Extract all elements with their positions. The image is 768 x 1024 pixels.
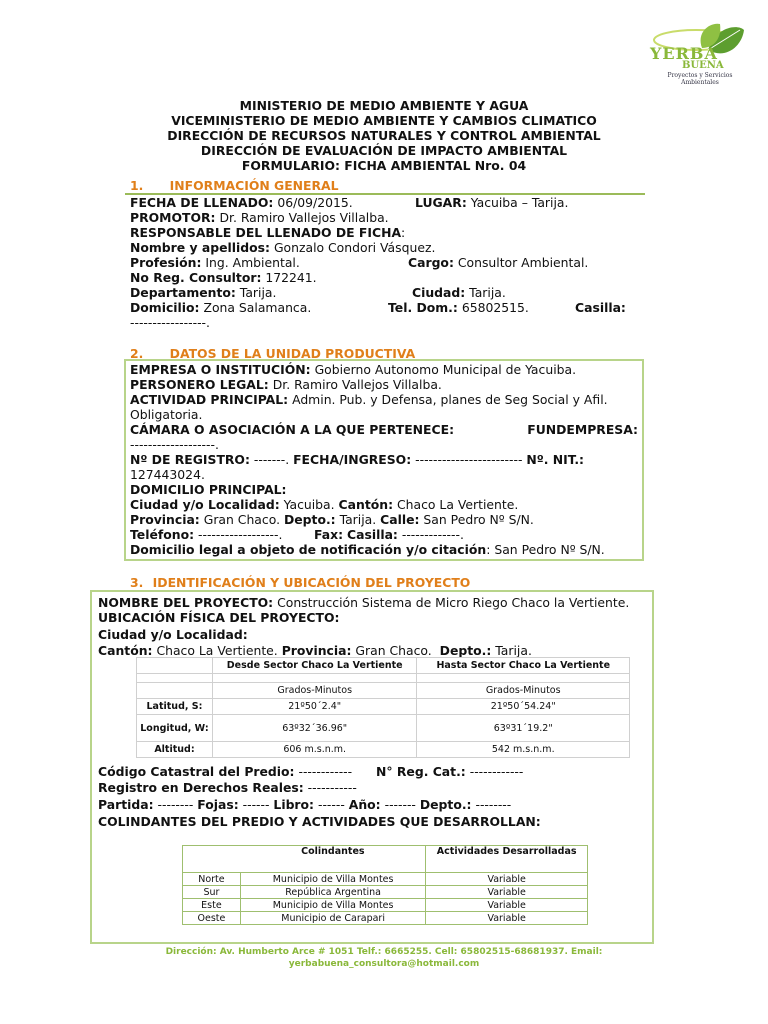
field-value: 65802515. xyxy=(461,300,529,315)
field-value: -------- xyxy=(475,797,512,812)
domicilio-row xyxy=(130,300,311,315)
field-value: Tarija. xyxy=(239,285,277,300)
partida-row xyxy=(98,797,511,812)
section-3-title xyxy=(130,575,470,590)
field-value: Zona Salamanca. xyxy=(203,300,312,315)
table-cell: Este xyxy=(183,899,241,912)
field-label: Depto.: xyxy=(283,512,336,527)
section-number: 2. xyxy=(130,346,144,361)
ubicacion-row xyxy=(98,610,339,625)
field-value: Tarija. xyxy=(495,643,532,658)
field-value: ------------ xyxy=(469,764,524,779)
field-label: RESPONSABLE DEL LLENADO DE FICHA xyxy=(130,225,402,240)
field-value: ------- xyxy=(384,797,416,812)
field-value: Tarija. xyxy=(339,512,377,527)
domprin-row xyxy=(130,482,287,497)
field-value: Chaco La Vertiente. xyxy=(156,643,278,658)
logo-subtitle: Proyectos y Servicios Ambientales xyxy=(667,72,733,86)
field-label: ACTIVIDAD PRINCIPAL: xyxy=(130,392,289,407)
field-label: Nº DE REGISTRO: xyxy=(130,452,250,467)
field-label: Departamento: xyxy=(130,285,236,300)
responsable-row xyxy=(130,225,405,240)
header-line: DIRECCIÓN DE EVALUACIÓN DE IMPACTO AMBIENTAL xyxy=(200,143,568,158)
field-label: Casilla: xyxy=(575,300,626,315)
field-label: Código Catastral del Predio: xyxy=(98,764,295,779)
table-cell xyxy=(137,683,213,699)
empresa-row xyxy=(130,362,576,377)
table-cell: Grados-Minutos xyxy=(212,683,417,699)
field-label: Ciudad y/o Localidad: xyxy=(98,627,248,642)
field-value: Tarija. xyxy=(469,285,506,300)
casilla-field xyxy=(575,300,626,315)
table-cell: Variable xyxy=(426,886,588,899)
field-label: Nº. NIT.: xyxy=(526,452,584,467)
header-line: MINISTERIO DE MEDIO AMBIENTE Y AGUA xyxy=(239,98,529,113)
field-value: -------. xyxy=(253,452,290,467)
table-cell: 63º32´36.96" xyxy=(212,715,417,742)
table-cell: Norte xyxy=(183,873,241,886)
field-label: FECHA DE LLENADO: xyxy=(130,195,274,210)
field-value: ------------------. xyxy=(198,527,283,542)
field-value: Gran Chaco. xyxy=(355,643,432,658)
section-heading: IDENTIFICACIÓN Y UBICACIÓN DEL PROYECTO xyxy=(152,575,471,590)
proyecto-row xyxy=(98,595,629,610)
field-label: LUGAR: xyxy=(415,195,467,210)
section-number: 1. xyxy=(130,178,144,193)
field-label: Cantón: xyxy=(98,643,153,658)
table-row xyxy=(137,742,630,758)
footer-address: Dirección: Av. Humberto Arce # 1051 Telf.: 6665255. Cell: 65802515-68681937. Email: xyxy=(165,947,603,957)
field-value: ----------- xyxy=(307,780,357,795)
table-row xyxy=(183,899,588,912)
table-cell: Variable xyxy=(426,899,588,912)
personero-row xyxy=(130,377,442,392)
page-footer xyxy=(130,946,638,970)
table-cell: Oeste xyxy=(183,912,241,925)
field-label: Partida: xyxy=(98,797,154,812)
noreg-row xyxy=(130,270,317,285)
field-value: Admin. Pub. y Defensa, planes de Seg Social y Afil. xyxy=(292,392,608,407)
row-label: Latitud, S: xyxy=(137,699,213,715)
table-cell: 606 m.s.n.m. xyxy=(212,742,417,758)
logo-text-primary: YERBA xyxy=(650,44,718,63)
table-header-cell: Hasta Sector Chaco La Vertiente xyxy=(417,658,630,674)
field-label: N° Reg. Cat.: xyxy=(376,764,466,779)
field-colon: : xyxy=(401,225,406,240)
field-value: Dr. Ramiro Vallejos Villalba. xyxy=(272,377,442,392)
field-label: Nombre y apellidos: xyxy=(130,240,270,255)
field-label: Provincia: xyxy=(281,643,352,658)
field-value: FUNDEMPRESA: xyxy=(527,422,638,437)
table-row xyxy=(183,912,588,925)
table-row xyxy=(137,683,630,699)
table-header-cell: Actividades Desarrolladas xyxy=(426,846,588,873)
table-row xyxy=(137,715,630,742)
field-value: 06/09/2015. xyxy=(277,195,353,210)
table-cell: República Argentina xyxy=(240,886,425,899)
camara-value-row xyxy=(130,437,219,452)
departamento-row xyxy=(130,285,276,300)
table-cell: Municipio de Carapari xyxy=(240,912,425,925)
field-value: San Pedro Nº S/N. xyxy=(423,512,534,527)
field-value: 127443024. xyxy=(130,467,205,482)
field-label: Profesión: xyxy=(130,255,202,270)
lugar-field xyxy=(415,195,568,210)
promotor-row xyxy=(130,210,389,225)
ciudad-localidad-row xyxy=(130,497,518,512)
field-label: Ciudad: xyxy=(412,285,466,300)
camara-row xyxy=(130,422,638,437)
table-row xyxy=(183,886,588,899)
field-value: Yacuiba. xyxy=(283,497,335,512)
table-cell xyxy=(417,674,630,683)
section-number: 3. xyxy=(130,575,144,590)
table-cell xyxy=(183,846,241,873)
table-cell xyxy=(212,674,417,683)
colindantes-table xyxy=(182,845,588,925)
field-label: Registro en Derechos Reales: xyxy=(98,780,304,795)
field-label: No Reg. Consultor: xyxy=(130,270,262,285)
field-label: Depto.: xyxy=(439,643,492,658)
telefono-row xyxy=(130,527,282,542)
field-label: FECHA/INGRESO: xyxy=(293,452,412,467)
field-value: : San Pedro Nº S/N. xyxy=(486,542,605,557)
field-value: Dr. Ramiro Vallejos Villalba. xyxy=(219,210,389,225)
field-label: Libro: xyxy=(273,797,315,812)
nombre-row xyxy=(130,240,435,255)
field-label: Calle: xyxy=(380,512,420,527)
field-label: Provincia: xyxy=(130,512,200,527)
field-label: Fojas: xyxy=(197,797,239,812)
field-label: UBICACIÓN FÍSICA DEL PROYECTO: xyxy=(98,610,340,625)
field-value: Consultor Ambiental. xyxy=(457,255,589,270)
header-line: FORMULARIO: FICHA AMBIENTAL Nro. 04 xyxy=(241,158,527,173)
table-header-row xyxy=(137,658,630,674)
field-value: Yacuiba – Tarija. xyxy=(470,195,569,210)
field-value: Gonzalo Condori Vásquez. xyxy=(273,240,436,255)
field-value: Ing. Ambiental. xyxy=(205,255,300,270)
section-1-title xyxy=(130,178,339,193)
field-label: Ciudad y/o Localidad: xyxy=(130,497,280,512)
coordinates-table xyxy=(136,657,630,758)
field-value: -------------. xyxy=(401,527,464,542)
domicilio-legal-row xyxy=(130,542,605,557)
table-cell xyxy=(137,658,213,674)
table-cell: 21º50´2.4" xyxy=(212,699,417,715)
field-value: -------------------. xyxy=(130,437,219,452)
field-label: Teléfono: xyxy=(130,527,195,542)
actividad-row xyxy=(130,392,608,407)
field-value: Chaco La Vertiente. xyxy=(397,497,519,512)
fecha-row xyxy=(130,195,353,210)
table-cell: Grados-Minutos xyxy=(417,683,630,699)
field-label: Depto.: xyxy=(419,797,472,812)
table-cell xyxy=(137,674,213,683)
field-label: Domicilio legal a objeto de notificación y/o citación xyxy=(130,542,487,557)
footer-email[interactable]: yerbabuena_consultora@hotmail.com xyxy=(288,959,480,969)
field-label: EMPRESA O INSTITUCIÓN: xyxy=(130,362,311,377)
field-value: Gran Chaco. xyxy=(203,512,281,527)
field-value: ------ xyxy=(242,797,270,812)
table-cell: 542 m.s.n.m. xyxy=(417,742,630,758)
field-value: Obligatoria. xyxy=(130,407,203,422)
field-value: ------------ xyxy=(298,764,353,779)
cargo-field xyxy=(408,255,588,270)
field-label: Tel. Dom.: xyxy=(388,300,458,315)
logo-text-secondary: BUENA xyxy=(682,60,724,71)
catastral-row xyxy=(98,764,352,779)
table-header-cell: Desde Sector Chaco La Vertiente xyxy=(212,658,417,674)
actividad-row-cont xyxy=(130,407,202,422)
table-cell: Municipio de Villa Montes xyxy=(240,873,425,886)
field-value: 172241. xyxy=(265,270,317,285)
field-label: Cargo: xyxy=(408,255,454,270)
document-header xyxy=(100,98,668,173)
company-logo xyxy=(646,20,748,92)
table-header-row xyxy=(183,846,588,873)
field-value: -------- xyxy=(157,797,194,812)
ciudad-field xyxy=(412,285,506,300)
field-value: Gobierno Autonomo Municipal de Yacuiba. xyxy=(314,362,577,377)
table-row xyxy=(183,873,588,886)
section-heading: INFORMACIÓN GENERAL xyxy=(169,178,339,193)
table-cell: Variable xyxy=(426,912,588,925)
nit-value-row xyxy=(130,467,205,482)
field-value: ------ xyxy=(317,797,345,812)
field-label: Cantón: xyxy=(338,497,394,512)
table-cell: Municipio de Villa Montes xyxy=(240,899,425,912)
field-label: DOMICILIO PRINCIPAL: xyxy=(130,482,287,497)
field-label: NOMBRE DEL PROYECTO: xyxy=(98,595,274,610)
casilla-value-row xyxy=(130,315,210,330)
field-value: ------------------------ xyxy=(415,452,523,467)
table-row xyxy=(137,674,630,683)
table-cell: 63º31´19.2" xyxy=(417,715,630,742)
header-line: VICEMINISTERIO DE MEDIO AMBIENTE Y CAMBIOS CLIMATICO xyxy=(171,113,597,128)
table-cell: Sur xyxy=(183,886,241,899)
field-label: Año: xyxy=(348,797,381,812)
field-label: Fax: xyxy=(314,527,344,542)
registro-row xyxy=(130,452,584,467)
profesion-row xyxy=(130,255,300,270)
field-value: Construcción Sistema de Micro Riego Chaco la Vertiente. xyxy=(277,595,630,610)
field-label: PROMOTOR: xyxy=(130,210,216,225)
row-label: Altitud: xyxy=(137,742,213,758)
section-heading: DATOS DE LA UNIDAD PRODUCTIVA xyxy=(169,346,416,361)
fax-field xyxy=(314,527,464,542)
ciudad-localidad-row xyxy=(98,627,248,642)
row-label: Longitud, W: xyxy=(137,715,213,742)
table-cell: Variable xyxy=(426,873,588,886)
table-row xyxy=(137,699,630,715)
table-header-cell: Colindantes xyxy=(240,846,425,873)
colindantes-heading: COLINDANTES DEL PREDIO Y ACTIVIDADES QUE DESARROLLAN: xyxy=(98,814,541,829)
field-label: CÁMARA O ASOCIACIÓN A LA QUE PERTENECE: xyxy=(130,422,455,437)
registro-ddrr-row xyxy=(98,780,357,795)
field-label: Domicilio: xyxy=(130,300,200,315)
field-value: -----------------. xyxy=(130,315,210,330)
header-line: DIRECCIÓN DE RECURSOS NATURALES Y CONTROL AMBIENTAL xyxy=(167,128,601,143)
provincia-row xyxy=(130,512,534,527)
field-label: Casilla: xyxy=(347,527,398,542)
field-label: PERSONERO LEGAL: xyxy=(130,377,269,392)
table-cell: 21º50´54.24" xyxy=(417,699,630,715)
tel-field xyxy=(388,300,529,315)
reg-cat-field xyxy=(376,764,523,779)
